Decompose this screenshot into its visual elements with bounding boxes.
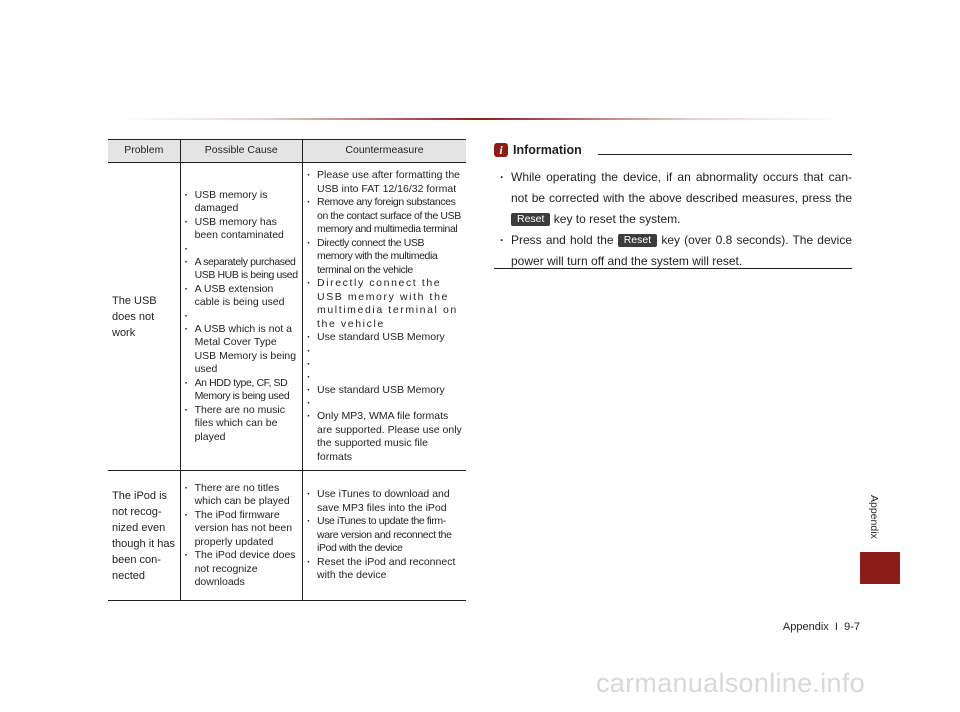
table-header-row <box>108 140 466 163</box>
countermeasure-item: · Remove any foreign substances on the contact surface of the USB memory and multimedia terminal <box>303 196 462 237</box>
side-section-label: Appendix <box>868 495 880 539</box>
problem-usb: The USB does not work <box>108 163 180 471</box>
footer-section: Appendix <box>782 621 829 633</box>
information-body <box>500 167 852 272</box>
information-bottom-rule <box>494 268 852 269</box>
section-tab <box>860 552 900 584</box>
countermeasure-item: · Directly connect the USB memory with the multimedia terminal on the vehicle <box>303 237 462 278</box>
header-possible-cause: Possible Cause <box>180 140 302 163</box>
information-item: · Press and hold the Reset key (over 0.8 seconds). The device power will turn off and the system will reset. <box>500 230 852 272</box>
watermark: carmanualsonline.info <box>596 668 865 698</box>
footer-separator: I <box>834 621 838 633</box>
information-item: · While operating the device, if an abnormality occurs that can-not be corrected with the above described measures, press the Reset key to reset the system. <box>500 167 852 230</box>
reset-key: Reset <box>618 234 657 247</box>
information-header <box>494 142 852 162</box>
countermeasure-item: · Reset the iPod and reconnect with the device <box>303 556 462 583</box>
cause-item: · The iPod device does not recognize downloads <box>181 549 298 590</box>
cause-item: · USB memory is damaged <box>181 189 298 216</box>
info-icon: i <box>494 143 508 157</box>
cause-item: · A USB extension cable is being used <box>181 283 298 310</box>
causes-ipod <box>180 471 302 601</box>
reset-key: Reset <box>511 213 550 226</box>
cause-item: · There are no music files which can be played <box>181 404 298 445</box>
cause-item: · USB memory has been contaminated <box>181 216 298 243</box>
countermeasure-item: · Use standard USB Memory <box>303 384 462 398</box>
information-title: Information <box>513 143 582 157</box>
page-number: 9-7 <box>844 621 860 633</box>
countermeasure-item: · Use iTunes to download and save MP3 files into the iPod <box>303 488 462 515</box>
top-divider <box>120 118 840 120</box>
countermeasures-usb <box>303 163 466 471</box>
cause-item: · A USB which is not a Metal Cover Type USB Memory is being used <box>181 323 298 377</box>
table-row <box>108 163 466 471</box>
table-row <box>108 471 466 601</box>
cause-item: · A separately purchased USB HUB is being used <box>181 256 298 283</box>
countermeasure-item: · Use iTunes to update the firm-ware version and reconnect the iPod with the device <box>303 515 462 556</box>
header-countermeasure: Countermeasure <box>303 140 466 163</box>
problem-ipod: The iPod is not recog- nized even though it has been con- nected <box>108 471 180 601</box>
countermeasure-item: · Please use after formatting the USB into FAT 12/16/32 format <box>303 169 462 196</box>
cause-item: · An HDD type, CF, SD Memory is being used <box>181 377 298 404</box>
troubleshooting-table <box>108 139 466 601</box>
countermeasure-item: · Directly connect the USB memory with the multimedia terminal on the vehicle <box>303 277 462 331</box>
header-problem: Problem <box>108 140 180 163</box>
causes-usb <box>180 163 302 471</box>
page-footer <box>770 621 860 633</box>
cause-item: · There are no titles which can be played <box>181 482 298 509</box>
countermeasures-ipod <box>303 471 466 601</box>
information-rule <box>598 154 852 155</box>
cause-item: · The iPod firmware version has not been properly updated <box>181 509 298 550</box>
countermeasure-item: · Only MP3, WMA file formats are supported. Please use only the supported music file formats <box>303 410 462 464</box>
countermeasure-item: · Use standard USB Memory <box>303 331 462 345</box>
